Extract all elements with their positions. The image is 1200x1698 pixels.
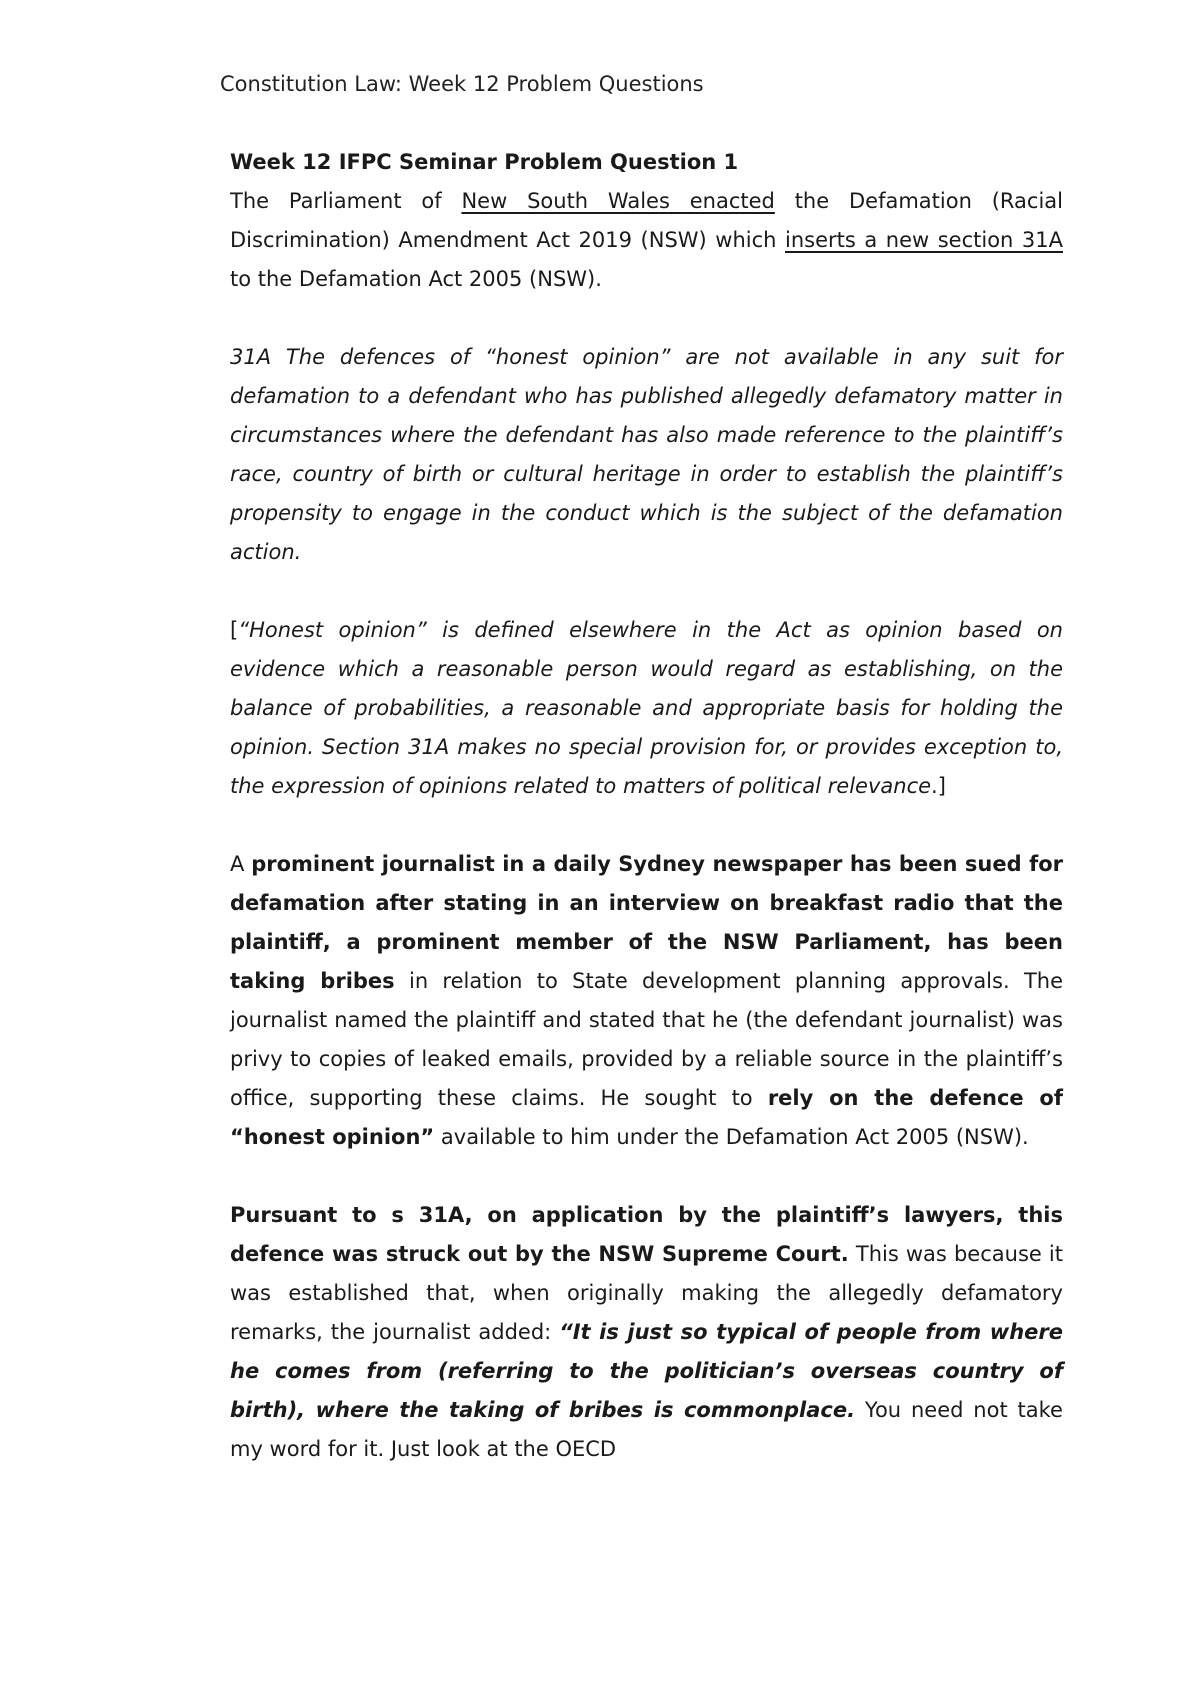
facts-paragraph (230, 845, 1063, 1157)
intro-underlined-2: inserts a new section 31A (785, 228, 1063, 252)
section-31a-text: 31A The defences of “honest opinion” are not available in any suit for defamation to a defendant who has published allegedly defamatory matter in circumstances where the defendant has also made reference to the plaintiff’s race, country of birth or cultural heritage in order to establish the plaintiff’s propensity to engage in the conduct which is the subject of the defamation action. (230, 345, 1063, 564)
facts-bold-2: rely on the defence of “honest opinion” (230, 1086, 1063, 1149)
intro-paragraph (230, 182, 1063, 299)
page-header: Constitution Law: Week 12 Problem Questions (220, 72, 704, 96)
question-title: Week 12 IFPC Seminar Problem Question 1 (230, 150, 739, 174)
document-body (230, 143, 1063, 1469)
intro-text-3: to the Defamation Act 2005 (NSW). (230, 267, 602, 291)
intro-text-1: The Parliament of (230, 189, 462, 213)
ruling-text-2: You need not take my word for it. Just look at the OECD (230, 1398, 1063, 1461)
note-close-bracket: .] (931, 774, 946, 798)
ruling-quote: “It is just so typical of people from where he comes from (referring to the politician’s overseas country of birth), where the taking of bribes is commonplace. (230, 1320, 1063, 1422)
ruling-text-1: This was because it was established that, when originally making the allegedly defamatory remarks, the journalist added: (230, 1242, 1063, 1344)
facts-text-2: in relation to State development planning approvals. The journalist named the plaintiff and stated that he (the defendant journalist) was privy to copies of leaked emails, provided by a reliable source in the plaintiff’s office, supporting these claims. He sought to (230, 969, 1064, 1110)
note-italic-text: “Honest opinion” is defined elsewhere in the Act as opinion based on evidence which a reasonable person would regard as establishing, on the balance of probabilities, a reasonable and appropriate basis for holding the opinion. Section 31A makes no special provision for, or provides exception to, the expression of opinions related to matters of political relevance (230, 618, 1063, 798)
ruling-bold-1: Pursuant to s 31A, on application by the plaintiff’s lawyers, this defence was struck out by the NSW Supreme Court. (230, 1203, 1063, 1266)
intro-underlined-1: New South Wales enacted (461, 189, 775, 213)
facts-text-3: available to him under the Defamation Act 2005 (NSW). (434, 1125, 1029, 1149)
facts-bold-1: prominent journalist in a daily Sydney newspaper has been sued for defamation after stating in an interview on breakfast radio that the plaintiff, a prominent member of the NSW Parliament, has been taking bribes (230, 852, 1063, 993)
note-paragraph (230, 611, 1063, 806)
intro-text-2: the Defamation (Racial Discrimination) Amendment Act 2019 (NSW) which (230, 189, 1063, 252)
ruling-paragraph (230, 1196, 1063, 1469)
facts-text-1: A (230, 852, 252, 876)
note-open-bracket: [ (230, 618, 239, 642)
